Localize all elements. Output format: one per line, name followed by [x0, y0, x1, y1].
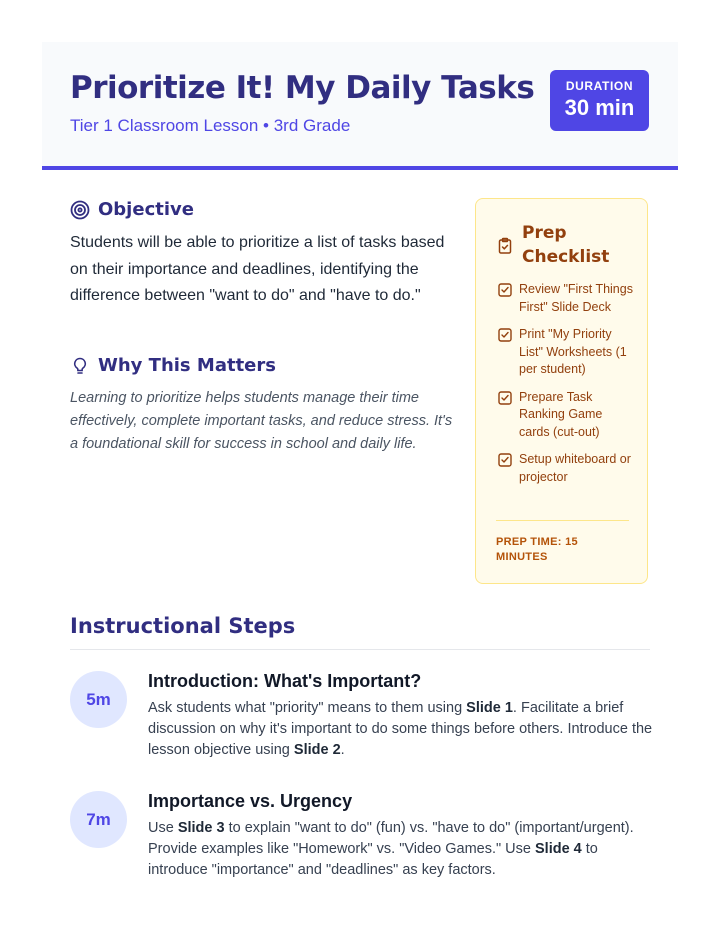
prep-item — [498, 326, 633, 379]
steps-heading: Instructional Steps — [70, 614, 296, 638]
prep-item — [498, 281, 633, 316]
prep-divider — [496, 520, 629, 521]
step-text: to introduce "importance" and "deadlines" as key factors. — [148, 841, 598, 878]
step-text: Use — [148, 820, 178, 836]
prep-time: PREP TIME: 15 MINUTES — [496, 536, 578, 563]
step-text: . — [340, 742, 345, 758]
prep-heading — [496, 221, 622, 269]
step-title: Introduction: What's Important? — [148, 671, 422, 691]
why-heading — [70, 355, 276, 376]
target-icon — [70, 200, 90, 220]
step-duration-badge: 7m — [70, 791, 127, 848]
checkbox-checked-icon — [498, 391, 512, 405]
objective-heading-label: Objective — [98, 199, 194, 220]
checkbox-checked-icon — [498, 453, 512, 467]
objective-heading — [70, 199, 194, 220]
checkbox-checked-icon — [498, 283, 512, 297]
clipboard-check-icon — [496, 237, 514, 255]
prep-list — [498, 281, 633, 496]
objective-text: Students will be able to prioritize a list of tasks based on their importance and deadlines, identifying the difference between "want to do" and "have to do." — [70, 234, 445, 304]
step-description — [148, 698, 658, 761]
slide-reference: Slide 4 — [535, 841, 582, 857]
slide-reference: Slide 1 — [466, 700, 513, 716]
prep-item-label: Review "First Things First" Slide Deck — [519, 282, 633, 314]
step-title: Importance vs. Urgency — [148, 791, 353, 811]
lesson-header — [42, 42, 678, 166]
lesson-subtitle: Tier 1 Classroom Lesson • 3rd Grade — [70, 116, 351, 135]
header-divider — [42, 166, 678, 170]
step-body — [148, 791, 658, 881]
step-text: . Facilitate a brief discussion on why it's important to do some things before others. Introduce the lesson objective using — [148, 700, 653, 758]
steps-divider — [70, 649, 650, 650]
checkbox-checked-icon — [498, 328, 512, 342]
step-text: to explain "want to do" (fun) vs. "have to do" (important/urgent). Provide examples like "Homework" vs. "Video Games." Use — [148, 820, 634, 857]
prep-title: Prep Checklist — [522, 223, 610, 267]
duration-label: DURATION — [565, 79, 634, 93]
prep-item-label: Prepare Task Ranking Game cards (cut-out) — [519, 389, 603, 439]
why-text: Learning to prioritize helps students manage their time effectively, complete important tasks, and reduce stress. It's a foundational skill for success in school and daily life. — [70, 390, 453, 452]
prep-item — [498, 451, 633, 486]
slide-reference: Slide 2 — [293, 742, 341, 758]
slide-reference: Slide 3 — [177, 820, 225, 836]
lightbulb-icon — [70, 356, 90, 376]
duration-badge — [550, 70, 649, 131]
prep-checklist-card — [475, 198, 648, 584]
lesson-title: Prioritize It! My Daily Tasks — [70, 70, 535, 106]
prep-item-label: Print "My Priority List" Worksheets (1 per student) — [519, 327, 627, 376]
step-description — [148, 818, 658, 881]
duration-value: 30 min — [564, 95, 635, 120]
why-heading-label: Why This Matters — [98, 355, 276, 376]
step-text: Ask students what "priority" means to them using — [148, 700, 467, 716]
prep-item — [498, 389, 633, 442]
step-duration-badge: 5m — [70, 671, 127, 728]
step-body — [148, 671, 658, 761]
prep-item-label: Setup whiteboard or projector — [519, 452, 631, 484]
